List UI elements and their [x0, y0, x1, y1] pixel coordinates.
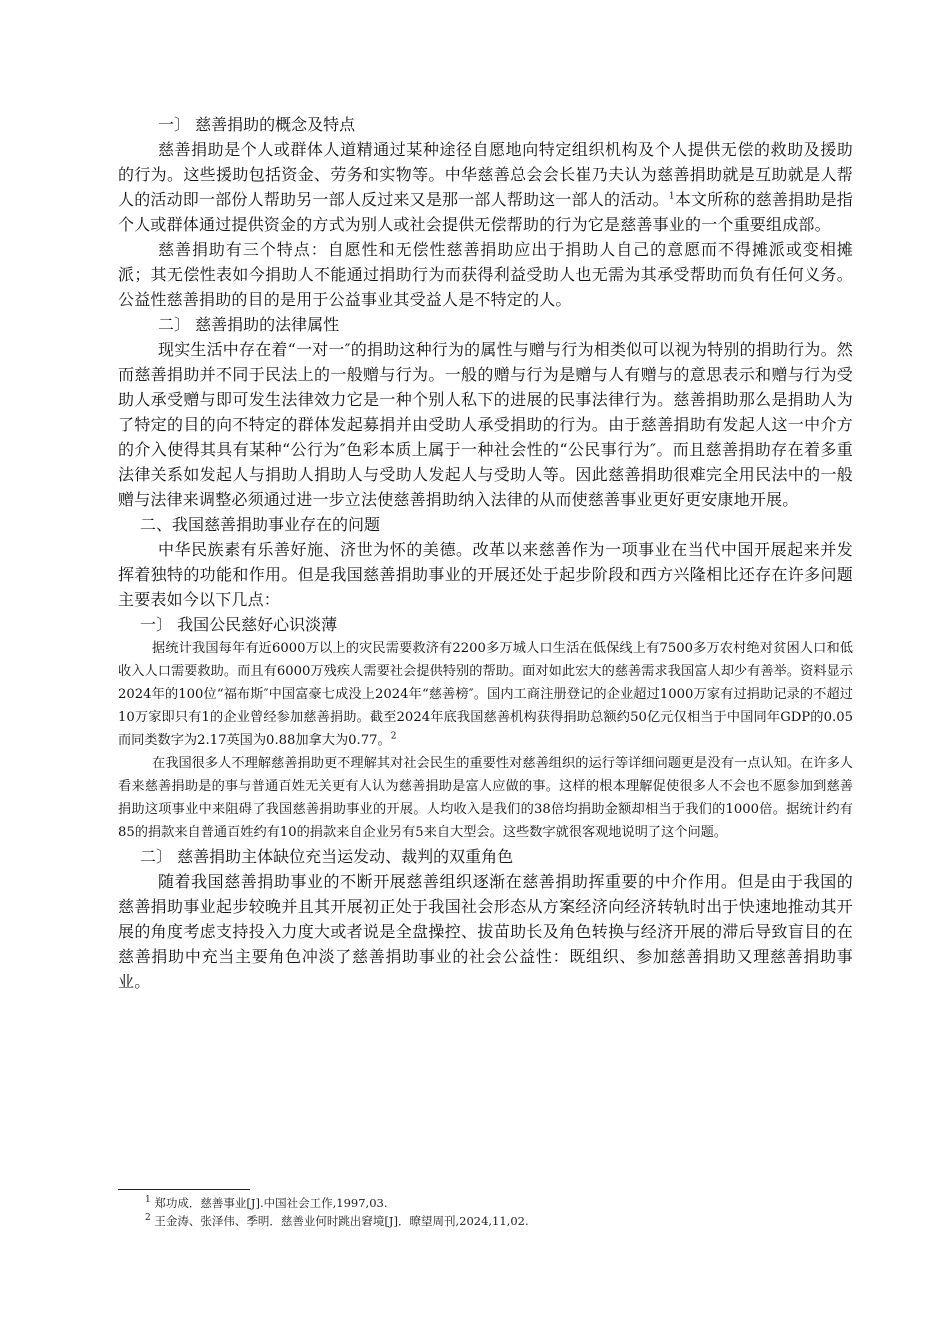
- footnote-text: 郑功成．慈善事业[J].中国社会工作,1997,03.: [154, 1196, 388, 1210]
- footnote-divider: [118, 1189, 250, 1190]
- footnote-ref-2[interactable]: 2: [390, 731, 397, 742]
- paragraph-understanding: 在我国很多人不理解慈善捐助更不理解其对社会民生的重要性对慈善组织的运行等详细问题更是没有一点认知。在许多人看来慈善捐助是的事与普通百姓无关更有人认为慈善捐助是富人应做的事。这样的根本理解促使很多人不会也不愿参加到慈善捐助这项事业中来阻碍了我国慈善捐助事业的开展。人均收入是我们的38倍均捐助金额却相当于我们的1000倍。据统计约有85的捐款来自普通百姓约有10的捐款来自企业另有5来自大型会。这些数字就很客观地说明了这个问题。: [118, 756, 853, 840]
- paragraph-legal: 现实生活中存在着“一对一″的捐助这种行为的属性与赠与行为相类似可以视为特别的捐助行为。然而慈善捐助并不同于民法上的一般赠与行为。一般的赠与行为是赠与人有赠与的意思表示和赠与行为受助人承受赠与即可发生法律效力它是一种个别人私下的进展的民事法律行为。慈善捐助那么是捐助人为了特定的目的向不特定的群体发起募捐并由受助人承受捐助的行为。由于慈善捐助有发起人这一中介方的介入使得其具有某种“公行为″色彩本质上属于一种社会性的“公民事行为″。而且慈善捐助存在着多重法律关系如发起人与捐助人捐助人与受助人发起人与受助人等。因此慈善捐助很难完全用民法中的一般赠与法律来调整必须通过进一步立法使慈善捐助纳入法律的从而使慈善事业更好更安康地开展。: [118, 340, 853, 509]
- footnote-number: 2: [145, 1213, 151, 1224]
- paragraph-statistics: [118, 637, 853, 752]
- paragraph-text: 本文所称的慈善捐助是指个人或群体通过提供资金的方式为别人或社会提供无偿帮助的行为它是慈善事业的一个重要组成部。: [118, 190, 853, 234]
- footnote-text: 王金涛、张泽伟、季明．慈善业何时跳出窘境[J]．暸望周刊,2024,11,02.: [154, 1214, 529, 1228]
- document-body: [118, 112, 853, 994]
- paragraph-features: 慈善捐助有三个特点：自愿性和无偿性慈善捐助应出于捐助人自己的意愿而不得摊派或变相摊派；其无偿性表如今捐助人不能通过捐助行为而获得利益受助人也无需为其承受帮助而负有任何义务。公益性慈善捐助的目的是用于公益事业其受益人是不特定的人。: [118, 240, 853, 309]
- paragraph-dual-role: 随着我国慈善捐助事业的不断开展慈善组织逐渐在慈善捐助挥重要的中介作用。但是由于我国的慈善捐助事业起步较晚并且其开展初正处于我国社会形态从方案经济向经济转轨时出于快速地推动其开展的角度考虑支持投入力度大或者说是全盘操控、拔苗助长及角色转换与经济开展的滞后导致盲目的在慈善捐助中充当主要角色冲淡了慈善捐助事业的社会公益性：既组织、参加慈善捐助又理慈善捐助事业。: [118, 872, 853, 991]
- paragraph-text: 慈善捐助是个人或群体人道精通过某种途径自愿地向特定组织机构及个人提供无偿的救助及援助的行为。这些援助包括资金、劳务和实物等。中华慈善总会会长崔乃夫认为慈善捐助就是互助就是人帮人的活动即一部份人帮助另一部人反过来又是那一部人帮助这一部人的活动。: [118, 140, 853, 209]
- footnote-number: 1: [145, 1195, 151, 1206]
- section-heading-problems: 二、我国慈善捐助事业存在的问题: [140, 515, 381, 534]
- section-heading-concept: 一〕 慈善捐助的概念及特点: [158, 115, 356, 134]
- section-heading-dual-role: 二〕 慈善捐助主体缺位充当运发动、裁判的双重角色: [140, 847, 514, 866]
- footnote-1: [145, 1195, 388, 1211]
- section-heading-awareness: 一〕 我国公民慈好心识淡薄: [140, 615, 338, 634]
- paragraph-intro-problems: 中华民族素有乐善好施、济世为怀的美德。改革以来慈善作为一项事业在当代中国开展起来并发挥着独特的功能和作用。但是我国慈善捐助事业的开展还处于起步阶段和西方兴隆相比还存在许多问题主要表如今以下几点：: [118, 540, 853, 609]
- paragraph-definition: [118, 137, 853, 237]
- section-heading-legal: 二〕 慈善捐助的法律属性: [158, 315, 340, 334]
- paragraph-text: 据统计我国每年有近6000万以上的灾民需要救济有2200多万城人口生活在低保线上有7500多万农村绝对贫困人口和低收入人口需要救助。而且有6000万残疾人需要社会提供特别的帮助。面对如此宏大的慈善需求我国富人却少有善举。资料显示2024年的100位“福布斯″中国富豪七成没上2024年“慈善榜″。国内工商注册登记的企业超过1000万家有过捐助记录的不超过10万家即只有1的企业曾经参加慈善捐助。截至2024年底我国慈善机构获得捐助总额约50亿元仅相当于中国同年GDP的0.05而同类数字为2.17英国为0.88加拿大为0.77。: [118, 641, 853, 748]
- footnote-2: [145, 1213, 529, 1229]
- footnote-ref-1[interactable]: 1: [668, 191, 675, 202]
